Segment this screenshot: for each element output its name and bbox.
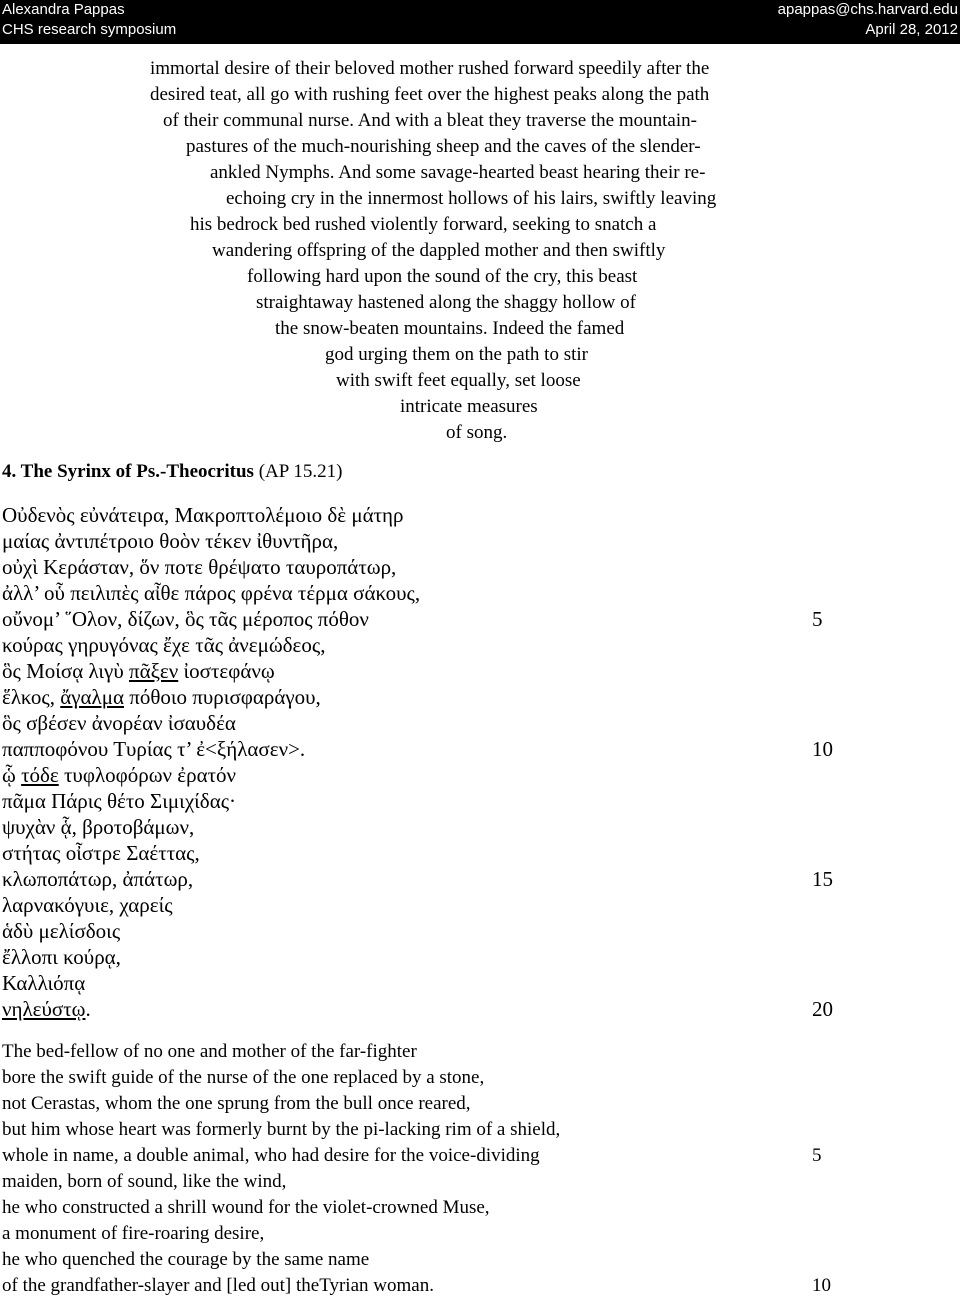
- greek-verse-line: λαρνακόγυιε, χαρείς: [2, 893, 173, 917]
- greek-verse-line: ἁδὺ μελίσδοις: [2, 919, 121, 943]
- prose-line: of their communal nurse. And with a bleat they traverse the mountain-: [163, 110, 697, 131]
- greek-verse-line: ψυχὰν ᾇ, βροτοβάμων,: [2, 815, 195, 839]
- prose-line: echoing cry in the innermost hollows of his lairs, swiftly leaving: [226, 188, 717, 209]
- page-header: [0, 0, 960, 44]
- section-heading: [2, 460, 342, 484]
- prose-line: wandering offspring of the dappled mother and then swiftly: [212, 240, 666, 261]
- greek-verse-line: πᾶμα Πάρις θέτο Σιμιχίδας·: [2, 789, 237, 813]
- greek-verse-line: οὐχὶ Κεράσταν, ὅν ποτε θρέψατο ταυροπάτωρ,: [2, 555, 397, 579]
- prose-line: of song.: [446, 422, 508, 443]
- prose-line: with swift feet equally, set loose: [336, 370, 581, 391]
- greek-verse-line: παπποφόνου Τυρίας τ’ ἐ<ξήλασεν>.: [2, 737, 306, 761]
- prose-line: his bedrock bed rushed violently forward, seeking to snatch a: [190, 214, 657, 235]
- header-date: April 28, 2012: [865, 21, 958, 38]
- english-verse-line: a monument of fire-roaring desire,: [2, 1223, 265, 1244]
- greek-text: ᾧ: [2, 763, 22, 787]
- english-verse-line: bore the swift guide of the nurse of the one replaced by a stone,: [2, 1067, 485, 1088]
- greek-line-number: 5: [812, 607, 823, 631]
- author-name: Alexandra Pappas: [2, 1, 125, 18]
- greek-verse-line: οὔνομ’ ῞Ολον, δίζων, ὃς τᾶς μέροπος πόθον: [2, 607, 369, 631]
- greek-underlined-word: πᾶξεν: [128, 659, 179, 683]
- greek-text: ὃς Μοίσᾳ λιγὺ: [2, 659, 129, 683]
- prose-line: intricate measures: [400, 396, 538, 417]
- greek-verse-line: [2, 658, 275, 684]
- greek-verse-line: [2, 762, 236, 788]
- prose-line: desired teat, all go with rushing feet over the highest peaks along the path: [150, 84, 710, 105]
- greek-verse-line: κούρας γηρυγόνας ἔχε τᾶς ἀνεμώδεος,: [2, 633, 326, 657]
- greek-text: .: [85, 997, 91, 1021]
- english-verse-line: he who constructed a shrill wound for the violet-crowned Muse,: [2, 1197, 490, 1218]
- greek-verse-line: Καλλιόπᾳ: [2, 971, 86, 995]
- greek-verse-line: κλωποπάτωρ, ἀπάτωρ,: [2, 867, 194, 891]
- prose-line: the snow-beaten mountains. Indeed the famed: [275, 318, 625, 339]
- greek-verse-line: ἔλλοπι κούρᾳ,: [2, 945, 121, 969]
- greek-text: ἕλκος,: [2, 685, 61, 709]
- prose-line: pastures of the much-nourishing sheep and the caves of the slender-: [186, 136, 701, 157]
- greek-verse-line: [2, 996, 91, 1022]
- english-verse-line: but him whose heart was formerly burnt by the pi-lacking rim of a shield,: [2, 1119, 561, 1140]
- prose-line: god urging them on the path to stir: [325, 344, 588, 365]
- greek-verse-line: ὃς σβέσεν ἀνορέαν ἰσαυδέα: [2, 711, 236, 735]
- english-line-number: 10: [812, 1275, 831, 1296]
- english-verse-line: not Cerastas, whom the one sprung from the bull once reared,: [2, 1093, 471, 1114]
- greek-text: ἰοστεφάνῳ: [178, 659, 275, 683]
- prose-line: ankled Nymphs. And some savage-hearted beast hearing their re-: [210, 162, 706, 183]
- greek-underlined-word: ἄγαλμα: [60, 685, 124, 709]
- prose-line: immortal desire of their beloved mother rushed forward speedily after the: [150, 58, 710, 79]
- greek-underlined-word: τόδε: [21, 763, 59, 787]
- greek-line-number: 15: [812, 867, 833, 891]
- greek-line-number: 10: [812, 737, 833, 761]
- prose-line: straightaway hastened along the shaggy hollow of: [256, 292, 636, 313]
- greek-verse-line: μαίας ἀντιπέτροιο θοὸν τέκεν ἰθυντῆρα,: [2, 529, 339, 553]
- greek-underlined-word: νηλεύστῳ: [2, 997, 86, 1021]
- section-reference: (AP 15.21): [258, 461, 343, 482]
- prose-line: following hard upon the sound of the cry, this beast: [247, 266, 638, 287]
- english-verse-line: whole in name, a double animal, who had desire for the voice-dividing: [2, 1145, 540, 1166]
- english-verse-line: he who quenched the courage by the same name: [2, 1249, 370, 1270]
- greek-verse-line: ἀλλ’ οὗ πειλιπὲς αἶθε πάρος φρένα τέρμα σάκους,: [2, 581, 421, 605]
- english-verse-line: of the grandfather-slayer and [led out] theTyrian woman.: [2, 1275, 434, 1296]
- greek-verse-line: Οὐδενὸς εὐνάτειρα, Μακροπτολέμοιο δὲ μάτηρ: [2, 503, 404, 527]
- greek-line-number: 20: [812, 997, 833, 1021]
- venue-name: CHS research symposium: [2, 21, 177, 38]
- author-email[interactable]: apappas@chs.harvard.edu: [777, 1, 958, 18]
- greek-verse-line: στήτας οἶστρε Σαέττας,: [2, 841, 200, 865]
- english-line-number: 5: [812, 1145, 822, 1166]
- english-verse-line: The bed-fellow of no one and mother of the far-fighter: [2, 1041, 417, 1062]
- greek-verse-line: [2, 684, 321, 710]
- english-verse-line: maiden, born of sound, like the wind,: [2, 1171, 287, 1192]
- greek-text: τυφλοφόρων ἐρατόν: [58, 763, 237, 787]
- greek-text: πόθοιο πυρισφαράγου,: [124, 685, 321, 709]
- section-title-text: 4. The Syrinx of Ps.-Theocritus: [2, 461, 254, 482]
